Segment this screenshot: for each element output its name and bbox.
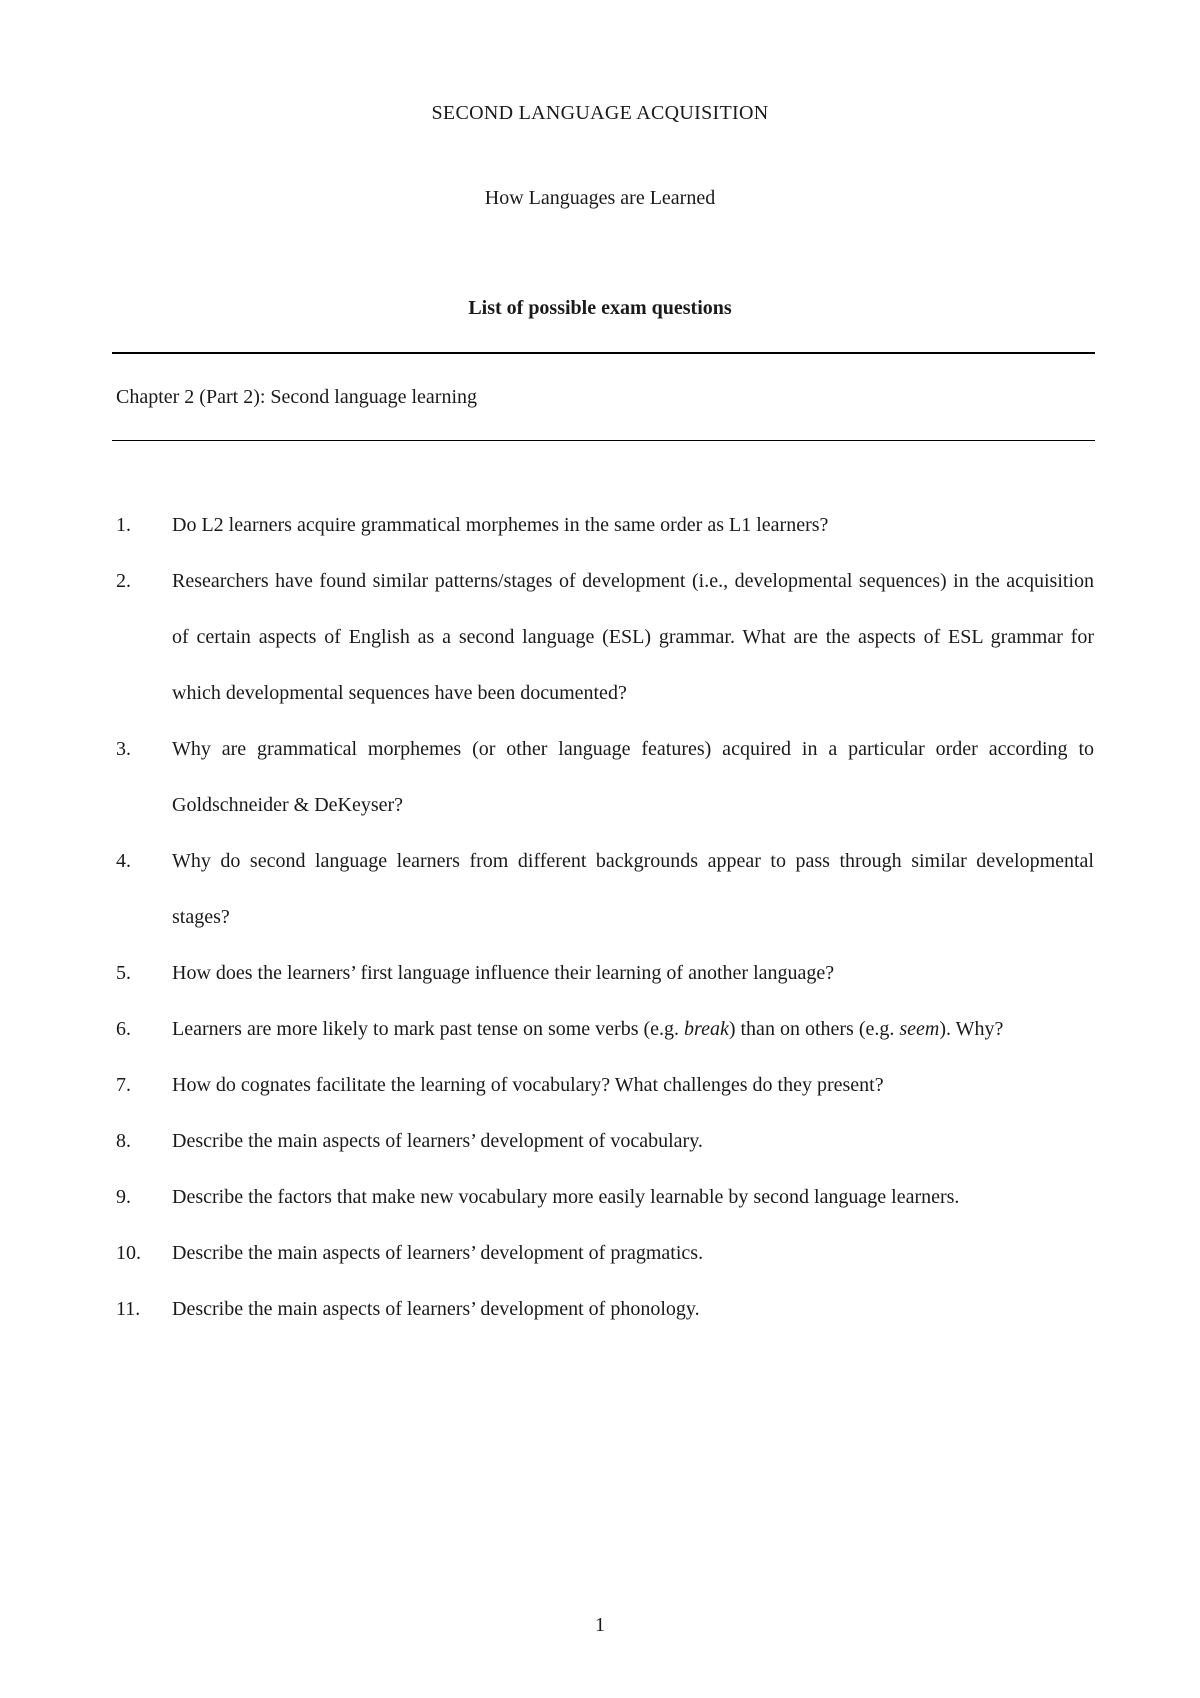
question-number: 10. [116,1242,141,1264]
question-number: 11. [116,1298,141,1320]
document-subtitle: How Languages are Learned [484,187,716,209]
question-text: Describe the factors that make new vocabulary more easily learnable by second language learners. [172,1186,960,1208]
question-item [0,1225,1200,1281]
question-text: Do L2 learners acquire grammatical morphemes in the same order as L1 learners? [172,514,829,536]
question-text: Why are grammatical morphemes (or other language features) acquired in a particular order according to Goldschneider & DeKeyser? [172,738,1094,816]
question-number: 9. [116,1186,131,1208]
question-text: Describe the main aspects of learners’ development of pragmatics. [172,1242,704,1264]
question-item [0,721,1200,833]
question-text: Researchers have found similar patterns/stages of development (i.e., developmental sequences) in the acquisition of certain aspects of English as a second language (ESL) grammar. What are the aspects of ESL grammar for which developmental sequences have been documented? [172,570,1094,704]
top-divider [112,352,1095,354]
question-number: 5. [116,962,131,984]
question-text-part: ) than on others (e.g. [728,1018,900,1040]
question-item [0,945,1200,1001]
question-number: 3. [116,738,131,760]
question-text: How does the learners’ first language influence their learning of another language? [172,962,835,984]
example-verb-break: break [684,1018,729,1040]
example-verb-seem: seem [899,1018,940,1040]
question-number: 7. [116,1074,131,1096]
question-list [0,497,1200,1337]
question-item [0,833,1200,945]
page-number: 1 [595,1614,605,1636]
question-text: Why do second language learners from different backgrounds appear to pass through similar developmental stages? [172,850,1094,928]
question-number: 1. [116,514,131,536]
question-number: 8. [116,1130,131,1152]
list-heading: List of possible exam questions [468,297,732,319]
question-item [0,1169,1200,1225]
question-item [0,1057,1200,1113]
question-text: Describe the main aspects of learners’ development of phonology. [172,1298,700,1320]
question-item [0,1001,1200,1057]
question-item [0,1281,1200,1337]
question-text-part: Learners are more likely to mark past tense on some verbs (e.g. [172,1018,685,1040]
document-title: SECOND LANGUAGE ACQUISITION [431,102,769,124]
chapter-heading: Chapter 2 (Part 2): Second language learning [116,386,477,408]
question-text-part: ). Why? [939,1018,1004,1040]
question-number: 2. [116,570,131,592]
question-text: How do cognates facilitate the learning of vocabulary? What challenges do they present? [172,1074,884,1096]
bottom-divider [112,440,1095,441]
question-item [0,497,1200,553]
question-text [172,1001,1094,1057]
question-number: 6. [116,1018,131,1040]
question-item [0,553,1200,721]
question-item [0,1113,1200,1169]
question-text: Describe the main aspects of learners’ development of vocabulary. [172,1130,703,1152]
question-number: 4. [116,850,131,872]
